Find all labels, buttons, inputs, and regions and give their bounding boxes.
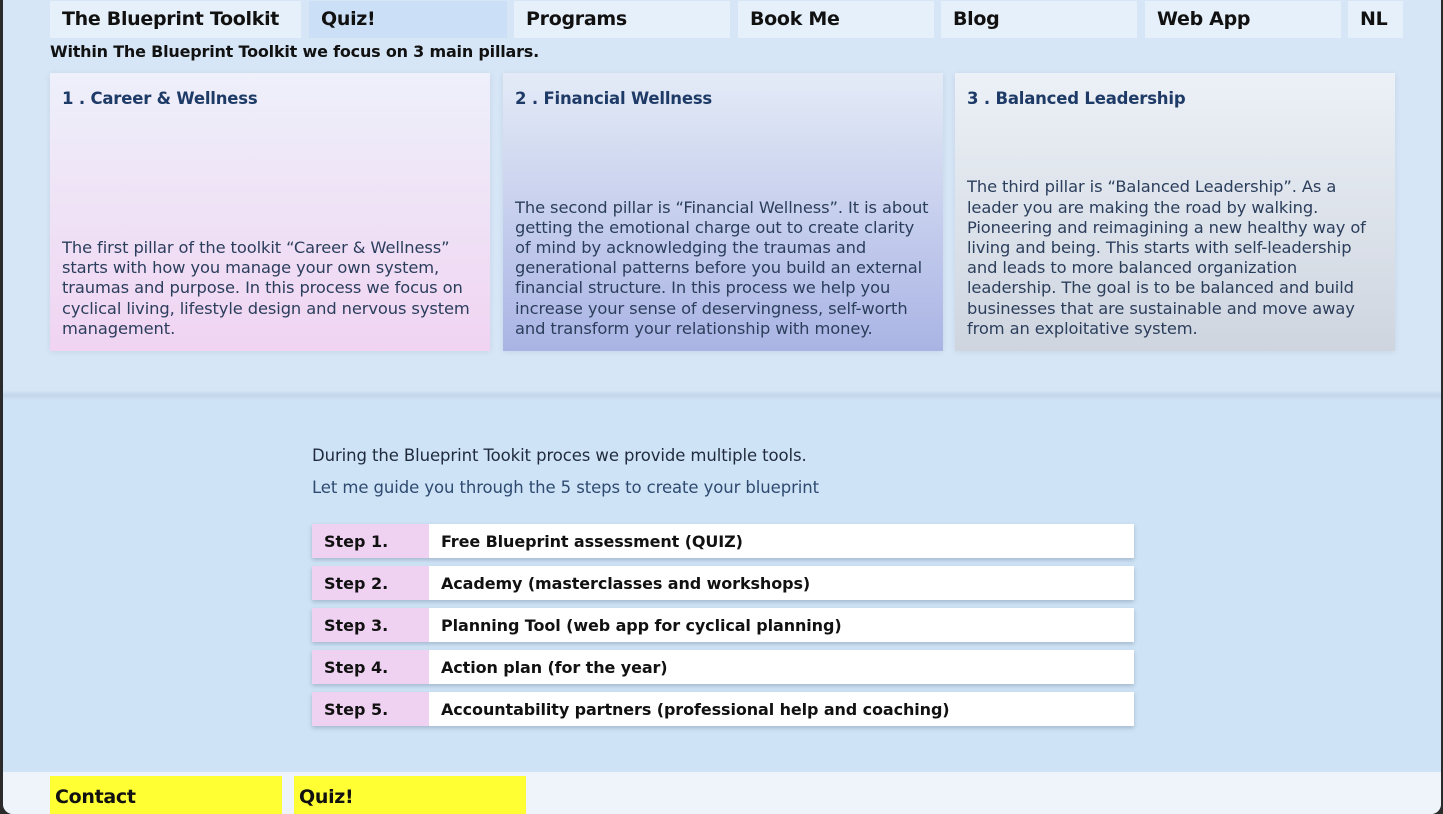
tools-guide-text: Let me guide you through the 5 steps to create your blueprint — [312, 478, 819, 497]
nav-item-quiz[interactable]: Quiz! — [309, 1, 507, 38]
quiz-button[interactable]: Quiz! — [294, 776, 526, 814]
browser-window — [3, 0, 1441, 814]
nav-item-book-me[interactable]: Book Me — [738, 1, 934, 38]
step-label: Step 4. — [312, 650, 429, 684]
pillars-intro-heading: Within The Blueprint Toolkit we focus on 3 main pillars. — [50, 42, 539, 61]
pillar-text: The first pillar of the toolkit “Career & Wellness” starts with how you manage your own system, traumas and purpose. In this process we focus on cyclical living, lifestyle design and nervous system management. — [62, 237, 470, 338]
nav-item-language-nl[interactable]: NL — [1348, 1, 1403, 38]
pillar-title: 2 . Financial Wellness — [515, 89, 713, 108]
tools-intro-text: During the Blueprint Tookit proces we provide multiple tools. — [312, 446, 807, 465]
section-divider — [3, 390, 1441, 400]
step-text: Planning Tool (web app for cyclical planning) — [429, 608, 1134, 642]
step-label: Step 2. — [312, 566, 429, 600]
nav-item-home[interactable]: The Blueprint Toolkit — [50, 1, 301, 38]
step-row — [312, 566, 1134, 600]
contact-button[interactable]: Contact — [50, 776, 282, 814]
pillar-card-financial-wellness — [503, 73, 943, 351]
nav-item-blog[interactable]: Blog — [941, 1, 1137, 38]
step-label: Step 3. — [312, 608, 429, 642]
pillar-text: The second pillar is “Financial Wellness”. It is about getting the emotional charge out to create clarity of mind by acknowledging the traumas and generational patterns before you build an external financial structure. In this process we help you increase your sense of deservingness, self-worth and transform your relationship with money. — [515, 197, 929, 338]
step-text: Action plan (for the year) — [429, 650, 1134, 684]
step-text: Academy (masterclasses and workshops) — [429, 566, 1134, 600]
nav-item-programs[interactable]: Programs — [514, 1, 730, 38]
step-text: Accountability partners (professional help and coaching) — [429, 692, 1134, 726]
step-row — [312, 692, 1134, 726]
step-label: Step 5. — [312, 692, 429, 726]
step-label: Step 1. — [312, 524, 429, 558]
footer-bar — [3, 772, 1441, 814]
step-text: Free Blueprint assessment (QUIZ) — [429, 524, 1134, 558]
pillar-title: 1 . Career & Wellness — [62, 89, 258, 108]
pillar-card-career-wellness — [50, 73, 490, 351]
pillar-card-balanced-leadership — [955, 73, 1395, 351]
nav-item-web-app[interactable]: Web App — [1145, 1, 1341, 38]
step-row — [312, 650, 1134, 684]
pillar-title: 3 . Balanced Leadership — [967, 89, 1186, 108]
pillar-text: The third pillar is “Balanced Leadership”. As a leader you are making the road by walking. Pioneering and reimagining a new healthy way of living and being. This starts with self-leadership and leads to more balanced organization leadership. The goal is to be balanced and build businesses that are sustainable and move away from an exploitative system. — [967, 177, 1366, 338]
top-navigation — [3, 0, 1441, 40]
step-row — [312, 608, 1134, 642]
step-row — [312, 524, 1134, 558]
